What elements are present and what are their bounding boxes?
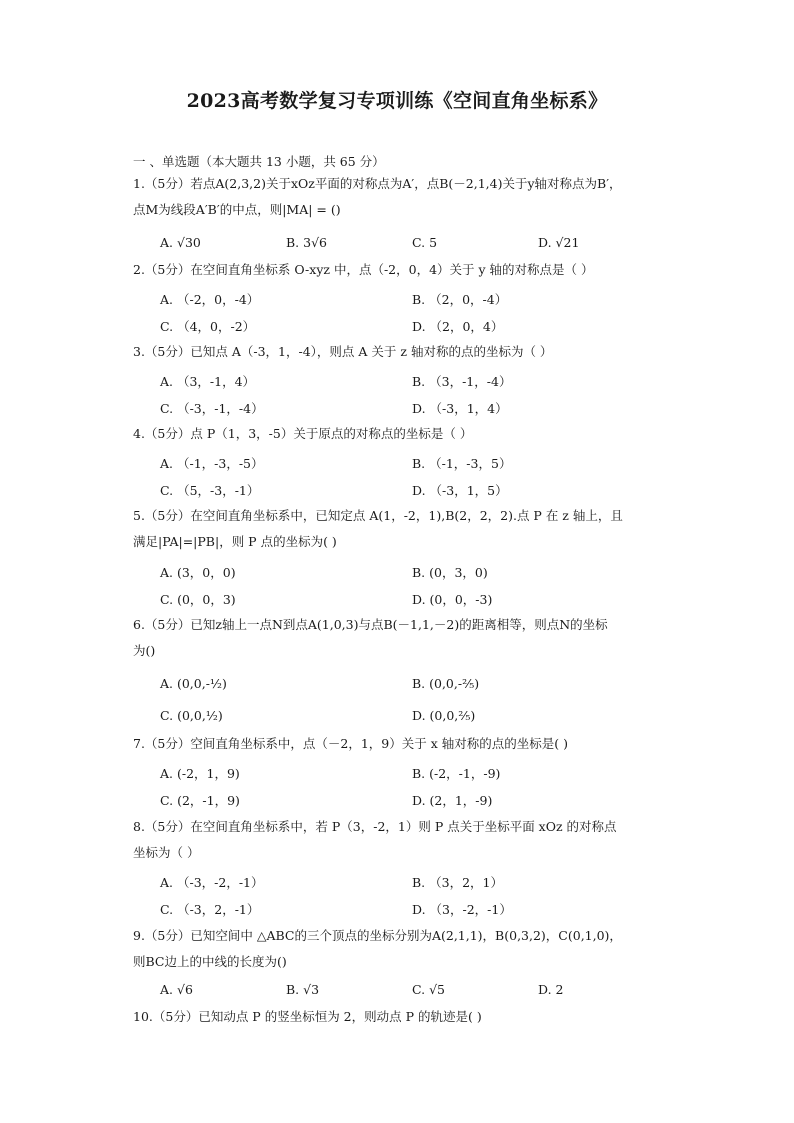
question-6-line-1: 6.（5分）已知z轴上一点N到点A(1,0,3)与点B(－1,1,－2)的距离相等，则点N的坐标 [133, 617, 608, 632]
question-3-option-b: B. （3，-1，-4） [412, 374, 512, 389]
question-2-option-a: A. （-2，0，-4） [160, 292, 260, 307]
question-8-option-c: C. （-3，2，-1） [160, 902, 260, 917]
question-3-option-d: D. （-3，1，4） [412, 401, 508, 416]
question-6-option-a: A. (0,0,-½) [160, 676, 227, 691]
question-8-option-b: B. （3，2，1） [412, 875, 503, 890]
question-4-option-c: C. （5，-3，-1） [160, 483, 260, 498]
question-4-line-1: 4.（5分）点 P（1，3，-5）关于原点的对称点的坐标是（ ） [133, 426, 473, 441]
question-3-option-a: A. （3，-1，4） [160, 374, 256, 389]
question-10-line-1: 10.（5分）已知动点 P 的竖坐标恒为 2，则动点 P 的轨迹是( ) [133, 1009, 482, 1024]
question-4-option-d: D. （-3，1，5） [412, 483, 508, 498]
question-2-option-b: B. （2，0，-4） [412, 292, 508, 307]
question-1-option-c: C. 5 [412, 235, 438, 250]
page-title: 2023高考数学复习专项训练《空间直角坐标系》 [186, 90, 608, 112]
question-6-option-b: B. (0,0,-⅖) [412, 676, 480, 691]
question-7-option-c: C. (2，-1，9) [160, 793, 240, 808]
question-1-option-d: D. √21 [538, 235, 580, 250]
question-7-option-a: A. (-2，1，9) [160, 766, 240, 781]
question-2-option-c: C. （4，0，-2） [160, 319, 256, 334]
question-3-line-1: 3.（5分）已知点 A（-3，1，-4），则点 A 关于 z 轴对称的点的坐标为（ ） [133, 344, 553, 359]
question-8-option-a: A. （-3，-2，-1） [160, 875, 264, 890]
question-5-option-c: C. (0，0，3) [160, 592, 236, 607]
question-7-option-d: D. (2，1，-9) [412, 793, 493, 808]
question-6-option-c: C. (0,0,½) [160, 708, 223, 723]
question-6-option-d: D. (0,0,⅖) [412, 708, 476, 723]
question-6-line-2: 为() [133, 643, 156, 658]
question-9-line-1: 9.（5分）已知空间中 △ABC的三个顶点的坐标分别为A(2,1,1)，B(0,3,2)，C(0,1,0)， [133, 928, 622, 943]
question-8-line-2: 坐标为（ ） [133, 845, 200, 860]
question-5-option-d: D. (0，0，-3) [412, 592, 493, 607]
question-8-line-1: 8.（5分）在空间直角坐标系中，若 P（3，-2，1）则 P 点关于坐标平面 xOz 的对称点 [133, 819, 617, 834]
question-4-option-b: B. （-1，-3，5） [412, 456, 512, 471]
question-1-line-2: 点M为线段A′B′的中点，则|MA| = () [133, 202, 341, 217]
question-9-option-a: A. √6 [160, 982, 193, 997]
section-heading: 一 、单选题（本大题共 13 小题，共 65 分） [133, 154, 385, 169]
question-1-option-a: A. √30 [160, 235, 201, 250]
question-9-option-b: B. √3 [286, 982, 320, 997]
question-7-option-b: B. (-2，-1，-9) [412, 766, 501, 781]
question-5-option-b: B. (0，3，0) [412, 565, 488, 580]
question-5-option-a: A. (3，0，0) [160, 565, 236, 580]
question-7-line-1: 7.（5分）空间直角坐标系中，点（－2，1，9）关于 x 轴对称的点的坐标是( ) [133, 736, 568, 751]
question-2-option-d: D. （2，0，4） [412, 319, 504, 334]
question-2-line-1: 2.（5分）在空间直角坐标系 O-xyz 中，点（-2，0，4）关于 y 轴的对称点是（ ） [133, 262, 594, 277]
question-9-option-c: C. √5 [412, 982, 445, 997]
question-8-option-d: D. （3，-2，-1） [412, 902, 512, 917]
question-1-line-1: 1.（5分）若点A(2,3,2)关于xOz平面的对称点为A′，点B(－2,1,4)关于y轴对称点为B′， [133, 176, 622, 191]
question-5-line-1: 5.（5分）在空间直角坐标系中，已知定点 A(1，-2，1),B(2，2，2).点 P 在 z 轴上，且 [133, 508, 623, 523]
question-3-option-c: C. （-3，-1，-4） [160, 401, 264, 416]
question-4-option-a: A. （-1，-3，-5） [160, 456, 264, 471]
question-9-line-2: 则BC边上的中线的长度为() [133, 954, 287, 969]
question-5-line-2: 满足|PA|=|PB|，则 P 点的坐标为( ) [133, 534, 337, 549]
question-9-option-d: D. 2 [538, 982, 564, 997]
question-1-option-b: B. 3√6 [286, 235, 328, 250]
